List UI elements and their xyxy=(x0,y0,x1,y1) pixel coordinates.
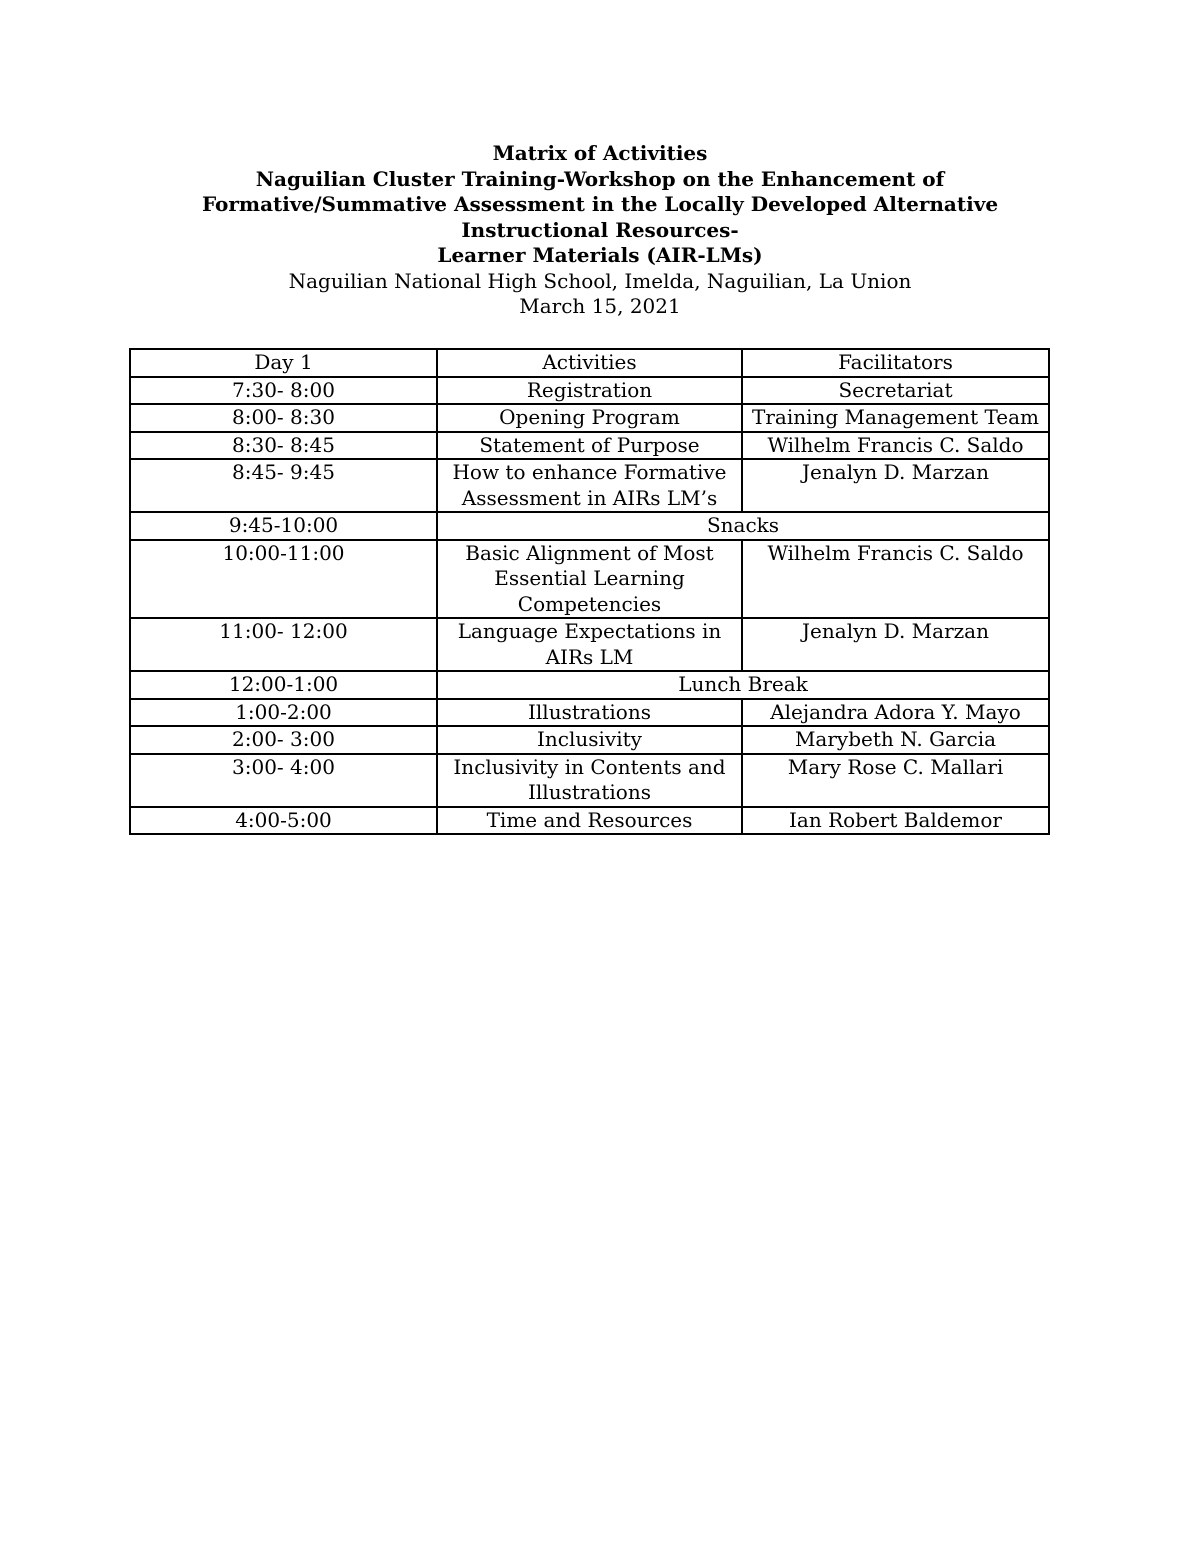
document-header xyxy=(130,141,1070,320)
table-row xyxy=(130,540,1049,619)
time-cell: 8:00- 8:30 xyxy=(130,404,437,432)
table-row xyxy=(130,432,1049,460)
subtitle-line: Instructional Resources- xyxy=(461,217,739,242)
activity-cell: Time and Resources xyxy=(437,807,742,835)
facilitator-cell: Training Management Team xyxy=(742,404,1049,432)
facilitator-cell: Alejandra Adora Y. Mayo xyxy=(742,699,1049,727)
activity-cell: How to enhance Formative Assessment in AIRs LM’s xyxy=(437,459,742,512)
activity-cell: Statement of Purpose xyxy=(437,432,742,460)
column-header-day: Day 1 xyxy=(130,349,437,377)
table-row xyxy=(130,726,1049,754)
time-cell: 9:45-10:00 xyxy=(130,512,437,540)
activity-cell: Basic Alignment of Most Essential Learning Competencies xyxy=(437,540,742,619)
activity-cell-merged: Snacks xyxy=(437,512,1049,540)
time-cell: 11:00- 12:00 xyxy=(130,618,437,671)
table-row xyxy=(130,618,1049,671)
time-cell: 3:00- 4:00 xyxy=(130,754,437,807)
time-cell: 1:00-2:00 xyxy=(130,699,437,727)
activity-cell: Opening Program xyxy=(437,404,742,432)
table-row xyxy=(130,512,1049,540)
time-cell: 8:45- 9:45 xyxy=(130,459,437,512)
subtitle-line: Formative/Summative Assessment in the Locally Developed Alternative xyxy=(201,192,999,216)
table-row xyxy=(130,404,1049,432)
table-header-row xyxy=(130,349,1049,377)
facilitator-cell: Wilhelm Francis C. Saldo xyxy=(742,540,1049,619)
facilitator-cell: Jenalyn D. Marzan xyxy=(742,618,1049,671)
document-title: Matrix of Activities xyxy=(492,141,708,165)
venue-line: Naguilian National High School, Imelda, Naguilian, La Union xyxy=(288,268,912,293)
time-cell: 12:00-1:00 xyxy=(130,671,437,699)
activity-cell: Inclusivity xyxy=(437,726,742,754)
table-row xyxy=(130,807,1049,835)
time-cell: 4:00-5:00 xyxy=(130,807,437,835)
facilitator-cell: Secretariat xyxy=(742,377,1049,405)
time-cell: 2:00- 3:00 xyxy=(130,726,437,754)
subtitle-line: Learner Materials (AIR-LMs) xyxy=(437,243,763,267)
facilitator-cell: Mary Rose C. Mallari xyxy=(742,754,1049,807)
facilitator-cell: Wilhelm Francis C. Saldo xyxy=(742,432,1049,460)
facilitator-cell: Marybeth N. Garcia xyxy=(742,726,1049,754)
facilitator-cell: Ian Robert Baldemor xyxy=(742,807,1049,835)
facilitator-cell: Jenalyn D. Marzan xyxy=(742,459,1049,512)
column-header-facilitators: Facilitators xyxy=(742,349,1049,377)
table-row xyxy=(130,671,1049,699)
activity-cell: Registration xyxy=(437,377,742,405)
schedule-table xyxy=(129,348,1050,835)
table-row xyxy=(130,377,1049,405)
activity-cell-merged: Lunch Break xyxy=(437,671,1049,699)
subtitle-line: Naguilian Cluster Training-Workshop on the Enhancement of xyxy=(255,166,945,191)
activity-cell: Illustrations xyxy=(437,699,742,727)
time-cell: 7:30- 8:00 xyxy=(130,377,437,405)
table-row xyxy=(130,699,1049,727)
time-cell: 8:30- 8:45 xyxy=(130,432,437,460)
time-cell: 10:00-11:00 xyxy=(130,540,437,619)
activity-cell: Inclusivity in Contents and Illustrations xyxy=(437,754,742,807)
table-row xyxy=(130,459,1049,512)
date-line: March 15, 2021 xyxy=(519,294,681,318)
table-row xyxy=(130,754,1049,807)
activity-cell: Language Expectations in AIRs LM xyxy=(437,618,742,671)
column-header-activities: Activities xyxy=(437,349,742,377)
